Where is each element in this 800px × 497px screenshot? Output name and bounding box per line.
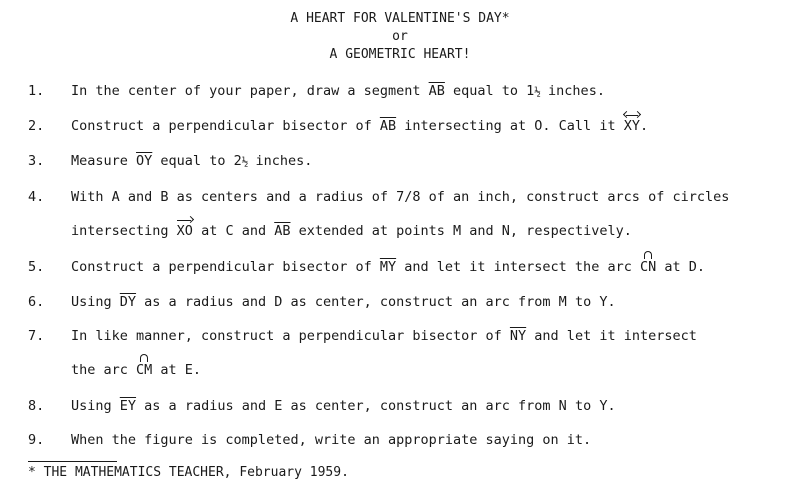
title-line-3: A GEOMETRIC HEART! (329, 47, 471, 62)
step-number: 4. (28, 189, 45, 205)
step-text: Construct a perpendicular bisector of $\overline{MY}$ and let it intersect the arc CN at D. (71, 259, 706, 275)
step-text-line-2: intersecting XO at C and $\overline{AB}$ extended at points M and N, respectively. (71, 223, 632, 239)
fraction-half: ½ (534, 85, 540, 98)
title-line-2: or (392, 29, 408, 44)
step-text: Using $\overline{EY}$ as a radius and E as center, construct an arc from N to Y. (71, 398, 616, 414)
step-number: 1. (28, 83, 45, 99)
step-number: 2. (28, 118, 45, 134)
arc-cm-symbol: CM (136, 362, 153, 378)
segment-ab: $\overline{AB}$ (274, 223, 291, 239)
step-text: When the figure is completed, write an appropriate saying on it. (71, 432, 592, 448)
segment-ny: $\overline{NY}$ (509, 328, 527, 344)
step-number: 5. (28, 259, 45, 275)
segment-dy: $\overline{DY}$ (119, 294, 137, 310)
line-xy-symbol: XY (624, 118, 640, 134)
footnote-divider (28, 461, 117, 462)
footnote: * THE MATHEMATICS TEACHER, February 1959. (28, 465, 349, 480)
segment-my: $\overline{MY}$ (379, 259, 397, 275)
step-text-line-1: In like manner, construct a perpendicular bisector of $\overline{NY}$ and let it intersect (71, 328, 697, 344)
segment-ey: $\overline{EY}$ (119, 398, 137, 414)
segment-ab: $\overline{AB}$ (379, 118, 397, 134)
step-number: 9. (28, 432, 45, 448)
step-number: 6. (28, 294, 45, 310)
step-number: 8. (28, 398, 45, 414)
title-line-1: A HEART FOR VALENTINE'S DAY* (290, 11, 510, 26)
arc-cn-symbol: CN (639, 259, 657, 275)
step-number: 7. (28, 328, 45, 344)
step-text-line-2: the arc CM at E. (71, 362, 202, 378)
step-number: 3. (28, 153, 45, 169)
step-text: Construct a perpendicular bisector of $\overline{AB}$ intersecting at O. Call it XY. (71, 118, 648, 134)
fraction-half: ½ (241, 155, 248, 168)
step-text-line-1: With A and B as centers and a radius of 7/8 of an inch, construct arcs of circles (71, 189, 730, 205)
step-text: Using $\overline{DY}$ as a radius and D as center, construct an arc from M to Y. (71, 294, 616, 310)
segment-ab: $\overline{AB}$ (428, 83, 445, 99)
step-text: Measure $\overline{OY}$ equal to 2½ inches. (71, 153, 313, 169)
ray-xo-symbol: XO (176, 223, 193, 239)
segment-oy: $\overline{OY}$ (136, 153, 153, 169)
step-text: In the center of your paper, draw a segment $\overline{AB}$ equal to 1½ inches. (71, 83, 605, 99)
